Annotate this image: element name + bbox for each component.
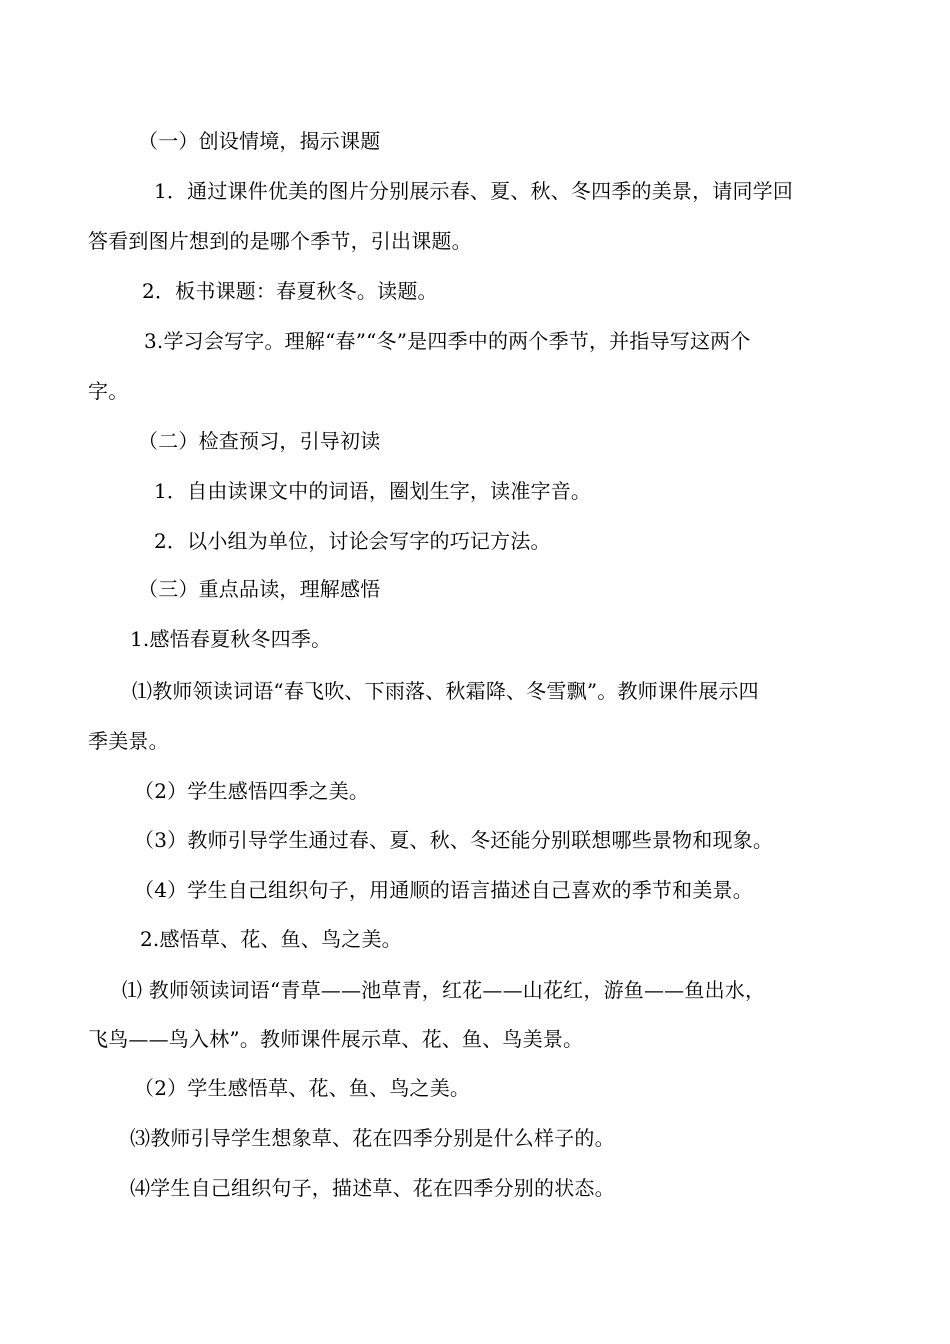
paragraph-line: 字。 [88, 379, 129, 403]
paragraph-line: （2）学生感悟草、花、鱼、鸟之美。 [134, 1076, 471, 1100]
section-heading-1: （一）创设情境，揭示课题 [138, 129, 381, 153]
paragraph-line: 3.学习会写字。理解“春”“冬”是四季中的两个季节，并指导写这两个 [144, 329, 751, 353]
paragraph-line: ⑴ 教师领读词语“青草——池草青，红花——山花红，游鱼——鱼出水， [122, 978, 766, 1002]
paragraph-line: 1．通过课件优美的图片分别展示春、夏、秋、冬四季的美景，请同学回 [154, 179, 794, 203]
paragraph-line: 2.感悟草、花、鱼、鸟之美。 [140, 927, 402, 951]
paragraph-line: 答看到图片想到的是哪个季节，引出课题。 [88, 229, 472, 253]
paragraph-line: （4）学生自己组织句子，用通顺的语言描述自己喜欢的季节和美景。 [134, 878, 753, 902]
paragraph-line: ⑴教师领读词语“春飞吹、下雨落、秋霜降、冬雪飘”。教师课件展示四 [132, 679, 759, 703]
paragraph-line: 1．自由读课文中的词语，圈划生字，读准字音。 [154, 479, 592, 503]
paragraph-line: 1.感悟春夏秋冬四季。 [130, 627, 332, 651]
paragraph-line: （2）学生感悟四季之美。 [134, 779, 370, 803]
paragraph-line: ⑶教师引导学生想象草、花在四季分别是什么样子的。 [130, 1126, 615, 1150]
paragraph-line: 季美景。 [88, 729, 169, 753]
paragraph-line: （3）教师引导学生通过春、夏、秋、冬还能分别联想哪些景物和现象。 [134, 828, 774, 852]
section-heading-2: （二）检查预习，引导初读 [138, 429, 381, 453]
paragraph-line: 2．板书课题：春夏秋冬。读题。 [142, 279, 438, 303]
section-heading-3: （三）重点品读，理解感悟 [138, 577, 381, 601]
paragraph-line: 2．以小组为单位，讨论会写字的巧记方法。 [154, 529, 551, 553]
paragraph-line: ⑷学生自己组织句子，描述草、花在四季分别的状态。 [130, 1176, 615, 1200]
paragraph-line: 飞鸟——鸟入林”。教师课件展示草、花、鱼、鸟美景。 [88, 1027, 584, 1051]
